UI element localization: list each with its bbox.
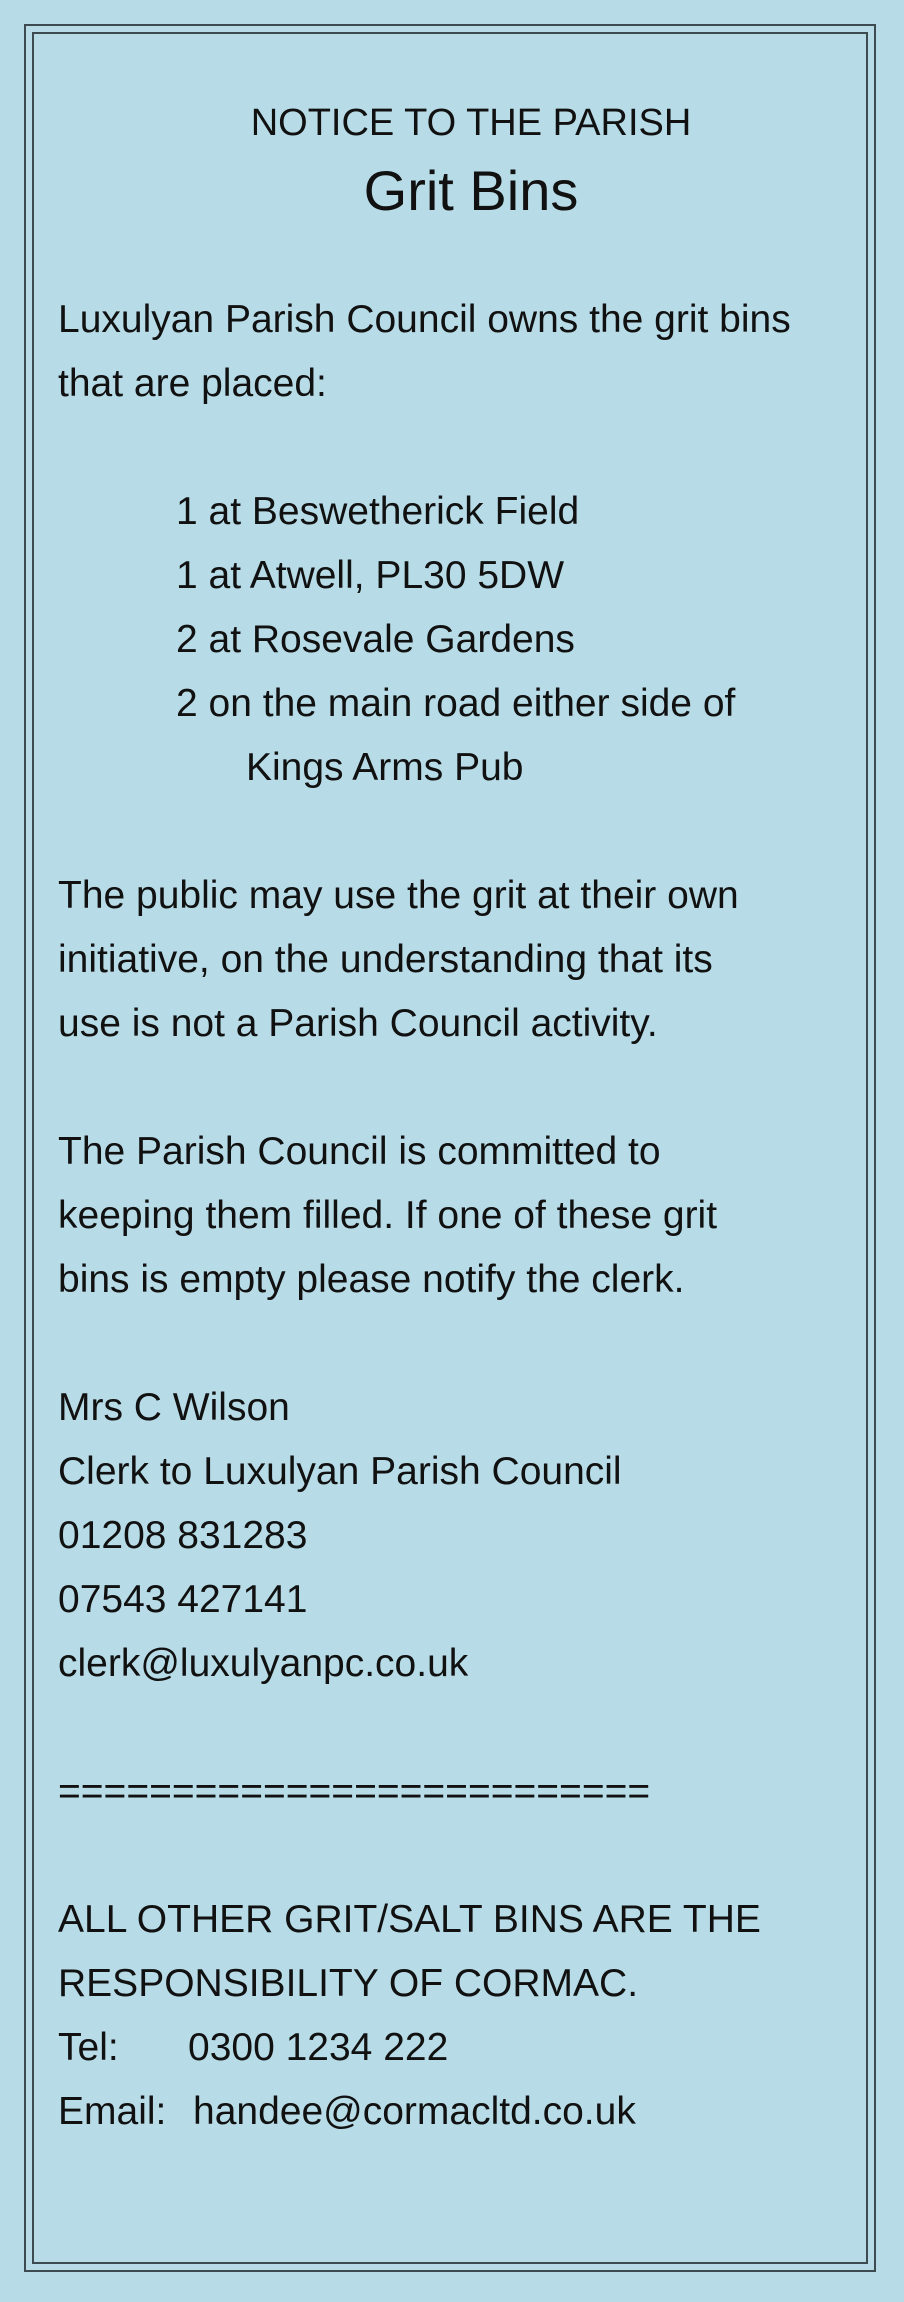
cormac-tel-label: Tel: <box>58 2026 119 2069</box>
separator: ========================== <box>58 1770 651 1813</box>
clerk-email: clerk@luxulyanpc.co.uk <box>58 1642 469 1685</box>
commitment-line-3: bins is empty please notify the clerk. <box>58 1258 685 1301</box>
cormac-line-2: RESPONSIBILITY OF CORMAC. <box>58 1962 639 2005</box>
cormac-email <box>58 2080 848 2144</box>
notice-content <box>58 88 848 2144</box>
notice-heading: NOTICE TO THE PARISH <box>250 102 692 144</box>
public-use-line-3: use is not a Parish Council activity. <box>58 1002 658 1045</box>
cormac-email-value: handee@cormacltd.co.uk <box>193 2090 636 2133</box>
location-item-beswetherick: 1 at Beswetherick Field <box>176 490 580 533</box>
location-item-main-road: 2 on the main road either side of <box>176 682 736 725</box>
public-use-line-2: initiative, on the understanding that its <box>58 938 713 981</box>
clerk-phone-2: 07543 427141 <box>58 1578 308 1621</box>
commitment-line-1: The Parish Council is committed to <box>58 1130 661 1173</box>
clerk-phone-1: 01208 831283 <box>58 1514 308 1557</box>
location-item-atwell: 1 at Atwell, PL30 5DW <box>176 554 565 597</box>
location-item-kings-arms: Kings Arms Pub <box>246 746 524 789</box>
clerk-role: Clerk to Luxulyan Parish Council <box>58 1450 622 1493</box>
location-item-rosevale: 2 at Rosevale Gardens <box>176 618 575 661</box>
cormac-line-1: ALL OTHER GRIT/SALT BINS ARE THE <box>58 1898 761 1941</box>
page-title: Grit Bins <box>363 159 579 222</box>
cormac-email-label: Email: <box>58 2090 167 2133</box>
clerk-name: Mrs C Wilson <box>58 1386 290 1429</box>
cormac-tel-value: 0300 1234 222 <box>188 2026 449 2069</box>
intro-line-2: that are placed: <box>58 362 327 405</box>
intro-line-1: Luxulyan Parish Council owns the grit bins <box>58 298 791 341</box>
commitment-line-2: keeping them filled. If one of these grit <box>58 1194 718 1237</box>
public-use-line-1: The public may use the grit at their own <box>58 874 739 917</box>
cormac-tel <box>58 2016 848 2080</box>
